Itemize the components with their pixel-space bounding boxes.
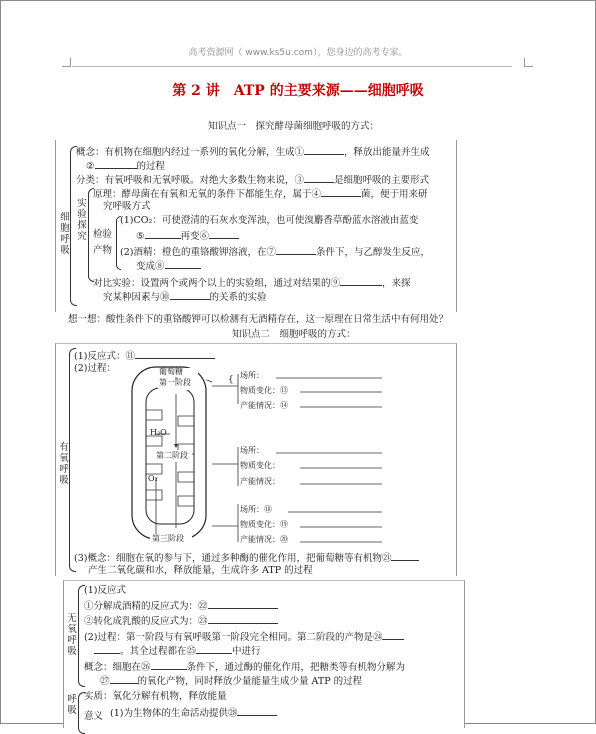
experiment-label: 实验探究: [77, 198, 87, 242]
aerobic-concept: (3)概念：细胞在氧的参与下，通过多种酶的催化作用，把葡萄糖等有机物㉑: [74, 550, 419, 565]
stage3-place: 场所：⑱: [240, 505, 272, 514]
respiration-label: 呼吸: [67, 694, 77, 716]
stage3-energy: 产能情况：⑳: [240, 535, 288, 544]
section4-box: [63, 688, 465, 728]
stage1-label: 第一阶段: [159, 378, 191, 387]
alcohol-equation: ①分解成酒精的反应式为：㉒: [84, 598, 278, 613]
meaning-label: 意义: [84, 711, 104, 722]
anaerobic-eq-title: (1)反应式: [84, 585, 126, 596]
contrast-line: 对比实验：设置两个或两个以上的实验组，通过对结果的⑨ ，来探: [93, 275, 411, 290]
glucose-label: 葡萄糖: [159, 367, 183, 376]
page-title: 第 2 讲 ATP 的主要来源——细胞呼吸: [172, 83, 424, 99]
anaerobic-concept: 概念：细胞在㉖ 条件下，通过酶的催化作用，把糖类等有机物分解为: [84, 659, 405, 674]
principle-line2: 究呼吸方式: [103, 201, 151, 212]
aerobic-concept2: 产生二氧化碳和水，释放能量，生成许多 ATP 的过程: [88, 565, 313, 576]
stage2-material: 物质变化：: [240, 461, 280, 470]
section-heading-2: 知识点二 细胞呼吸的方式：: [232, 329, 356, 340]
alcohol-line2: 变成⑧: [136, 258, 201, 273]
stage3-label: 第三阶段: [152, 534, 184, 543]
stage1-place: 场所：: [240, 371, 264, 380]
svg-text:{: {: [228, 375, 234, 385]
essence-line: 实质：氧化分解有机物，释放能量: [84, 691, 227, 702]
h2o-label: H₂O: [150, 428, 167, 437]
cell-respiration-label: 细胞呼吸: [60, 212, 70, 256]
concept-line: 概念：有机物在细胞内经过一系列的氧化分解，生成① ，释放出能量并生成: [76, 144, 430, 159]
corner-mark: [62, 58, 71, 67]
stage2-place: 场所：: [240, 446, 264, 455]
section1-box: [55, 140, 457, 312]
header-note: 高考资源网（ www.ks5u.com），您身边的高考专家。: [188, 48, 408, 58]
brace: [69, 348, 76, 572]
classification-line: 分类：有氧呼吸和无氧呼吸。对绝大多数生物来说，③ 是细胞呼吸的主要形式: [76, 172, 429, 187]
co2-line2: ⑤ 再变⑥: [136, 228, 239, 243]
stage2-label: 第二阶段: [156, 451, 188, 460]
section3-box: [63, 580, 465, 689]
anaerobic-process: (2)过程：第一阶段与有氧呼吸第一阶段完全相同。第二阶段的产物是㉔: [84, 629, 404, 644]
meaning-line1: (1)为生物体的生命活动提供㉘: [110, 705, 277, 720]
lactic-equation: ②转化成乳酸的反应式为：㉓: [84, 613, 278, 628]
aerobic-label: 有氧呼吸: [59, 442, 69, 486]
contrast-line2: 究某种因素与⑩ 的关系的实验: [103, 289, 267, 304]
alcohol-line: (2)酒精：橙色的重铬酸钾溶液，在⑦ 条件下，与乙醇发生反应，: [120, 244, 430, 259]
anaerobic-process2: 。其全过程都在㉕ 中进行: [94, 643, 261, 658]
stage3-material: 物质变化：⑲: [240, 520, 288, 529]
stage1-material: 物质变化：⑬: [240, 386, 288, 395]
corner-mark: [524, 58, 533, 67]
principle-line: 原理：酵母菌在有氧和无氧的条件下都能生存，属于④ 菌，便于用来研: [93, 186, 428, 201]
section-heading-1: 知识点一 探究酵母菌细胞呼吸的方式：: [208, 121, 380, 132]
section2-box: [55, 343, 457, 576]
co2-line: (1)CO₂：可使澄清的石灰水变浑浊，也可使溴麝香草酚蓝水溶液由蓝变: [120, 215, 419, 226]
think-question: 想一想：酸性条件下的重铬酸钾可以检测有无酒精存在，这一原理在日常生活中有何用处？: [68, 314, 449, 325]
aerobic-equation: (1)反应式：⑪: [74, 348, 215, 363]
product-label: 产物: [93, 245, 113, 256]
header-rule: [72, 66, 512, 67]
anaerobic-concept2: ㉗ 的氧化产物，同时释放少量能量生成少量 ATP 的过程: [100, 673, 362, 688]
concept-line2: ② 的过程: [86, 158, 165, 173]
stage1-energy: 产能情况：⑭: [240, 401, 288, 410]
check-label: 检验: [93, 229, 113, 240]
process-label: (2)过程：: [74, 363, 116, 374]
stage2-energy: 产能情况：: [240, 477, 280, 486]
o2-label: O₂: [148, 474, 158, 483]
anaerobic-label: 无氧呼吸: [67, 613, 77, 657]
